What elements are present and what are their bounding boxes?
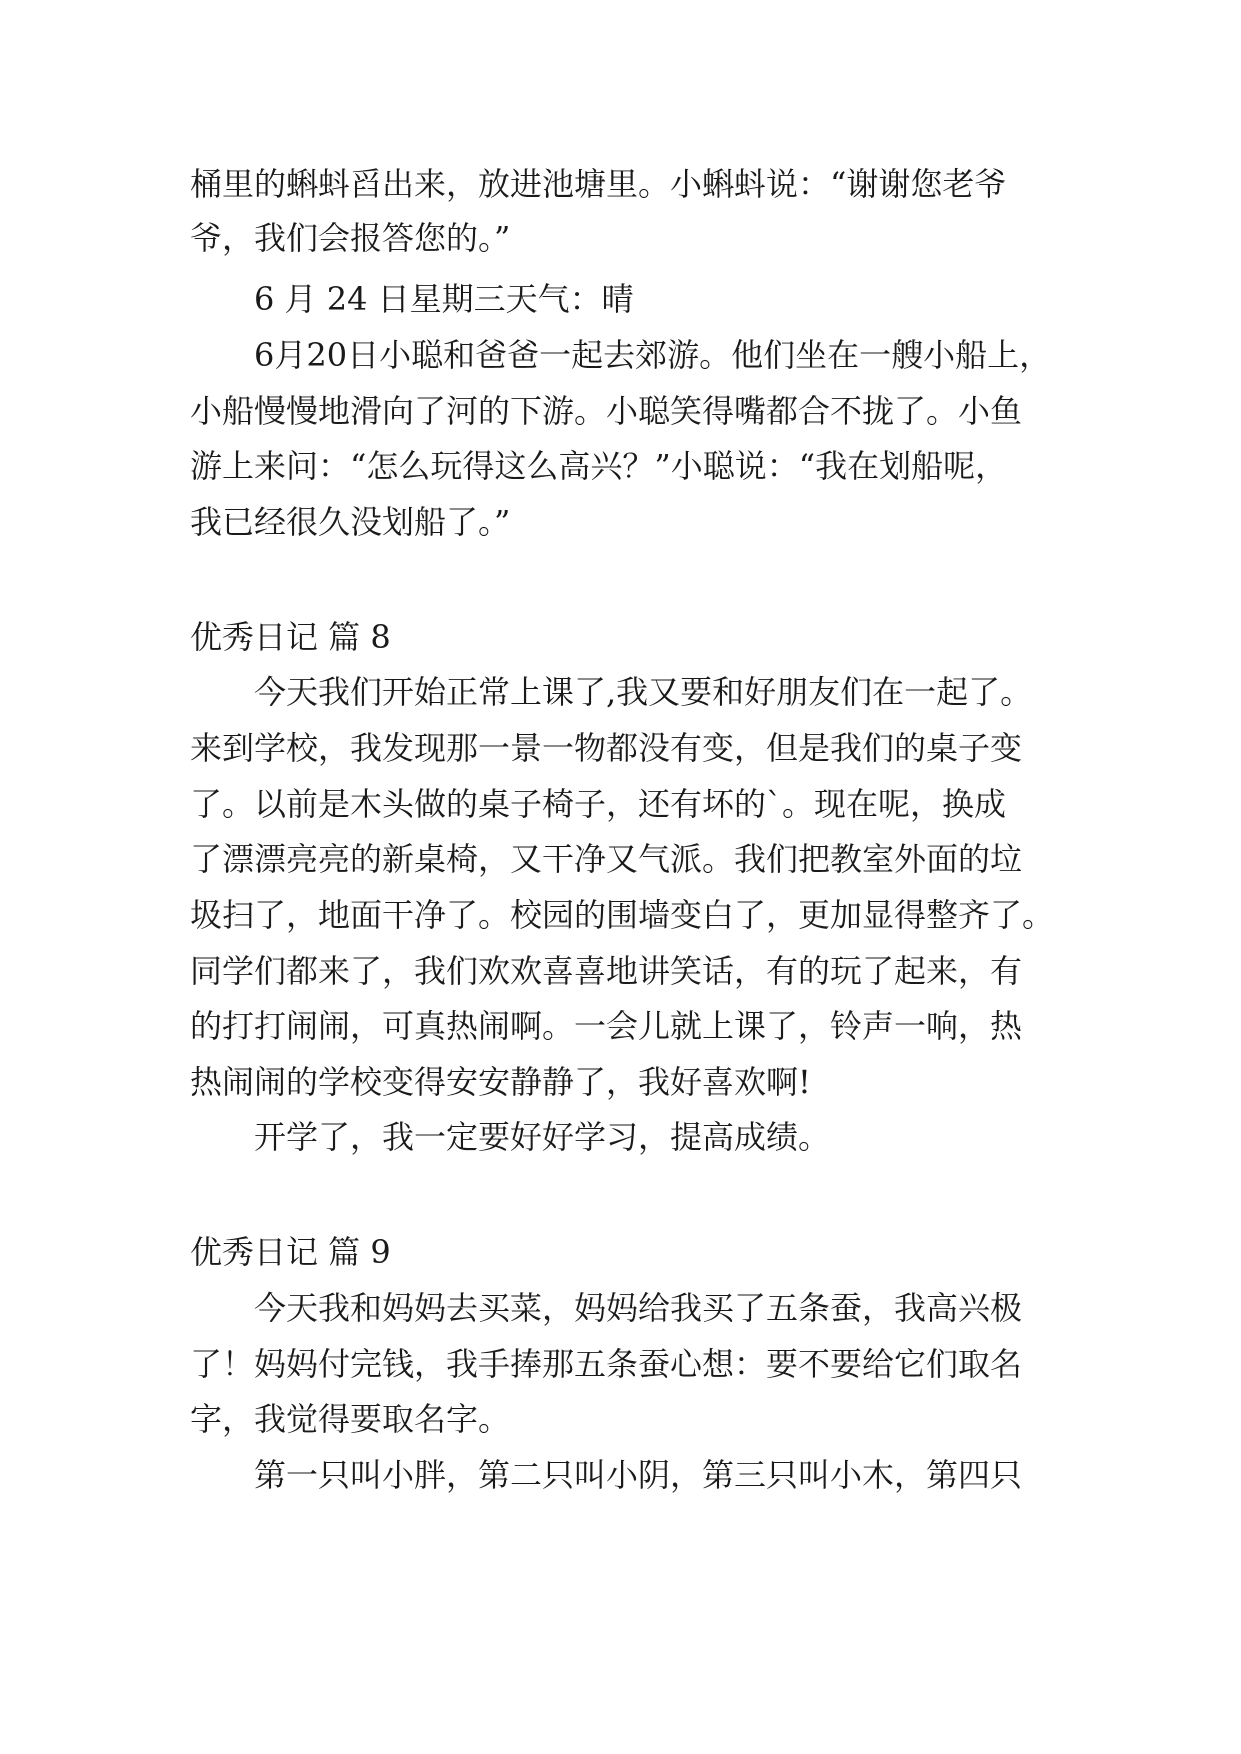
body-text-line: 桶里的蝌蚪舀出来，放进池塘里。小蝌蚪说：“谢谢您老爷 [190, 165, 1007, 203]
body-text-line: 了！妈妈付完钱，我手捧那五条蚕心想：要不要给它们取名 [190, 1345, 1023, 1383]
body-text-line: 开学了，我一定要好好学习，提高成绩。 [254, 1118, 831, 1156]
section-heading: 优秀日记 篇 8 [190, 618, 391, 656]
body-text-line: 同学们都来了，我们欢欢喜喜地讲笑话，有的玩了起来，有 [190, 952, 1023, 990]
body-text-line: 了漂漂亮亮的新桌椅，又干净又气派。我们把教室外面的垃 [190, 840, 1023, 878]
body-text-line: 的打打闹闹，可真热闹啊。一会儿就上课了，铃声一响，热 [190, 1007, 1023, 1045]
body-text-line: 游上来问：“怎么玩得这么高兴？”小聪说：“我在划船呢， [190, 447, 1008, 485]
body-text-line: 今天我和妈妈去买菜，妈妈给我买了五条蚕，我高兴极 [254, 1289, 1023, 1327]
body-text-line: 热闹闹的学校变得安安静静了，我好喜欢啊! [190, 1063, 811, 1101]
body-text-line: 小船慢慢地滑向了河的下游。小聪笑得嘴都合不拢了。小鱼 [190, 392, 1023, 430]
body-text-line: 6月20日小聪和爸爸一起去郊游。他们坐在一艘小船上， [254, 336, 1052, 374]
diary-date-line: 6 月 24 日星期三天气：晴 [254, 280, 634, 318]
body-text-line: 字，我觉得要取名字。 [190, 1400, 511, 1438]
body-text-line: 来到学校，我发现那一景一物都没有变，但是我们的桌子变 [190, 729, 1023, 767]
body-text-line: 了。以前是木头做的桌子椅子，还有坏的`。现在呢，换成 [190, 785, 1007, 823]
section-heading: 优秀日记 篇 9 [190, 1233, 391, 1271]
body-text-line: 圾扫了，地面干净了。校园的围墙变白了，更加显得整齐了。 [190, 896, 1055, 934]
body-text-line: 爷，我们会报答您的。” [190, 219, 511, 257]
body-text-line: 第一只叫小胖，第二只叫小阴，第三只叫小木，第四只 [254, 1456, 1023, 1494]
body-text-line: 我已经很久没划船了。” [190, 503, 511, 541]
body-text-line: 今天我们开始正常上课了,我又要和好朋友们在一起了。 [254, 673, 1033, 711]
